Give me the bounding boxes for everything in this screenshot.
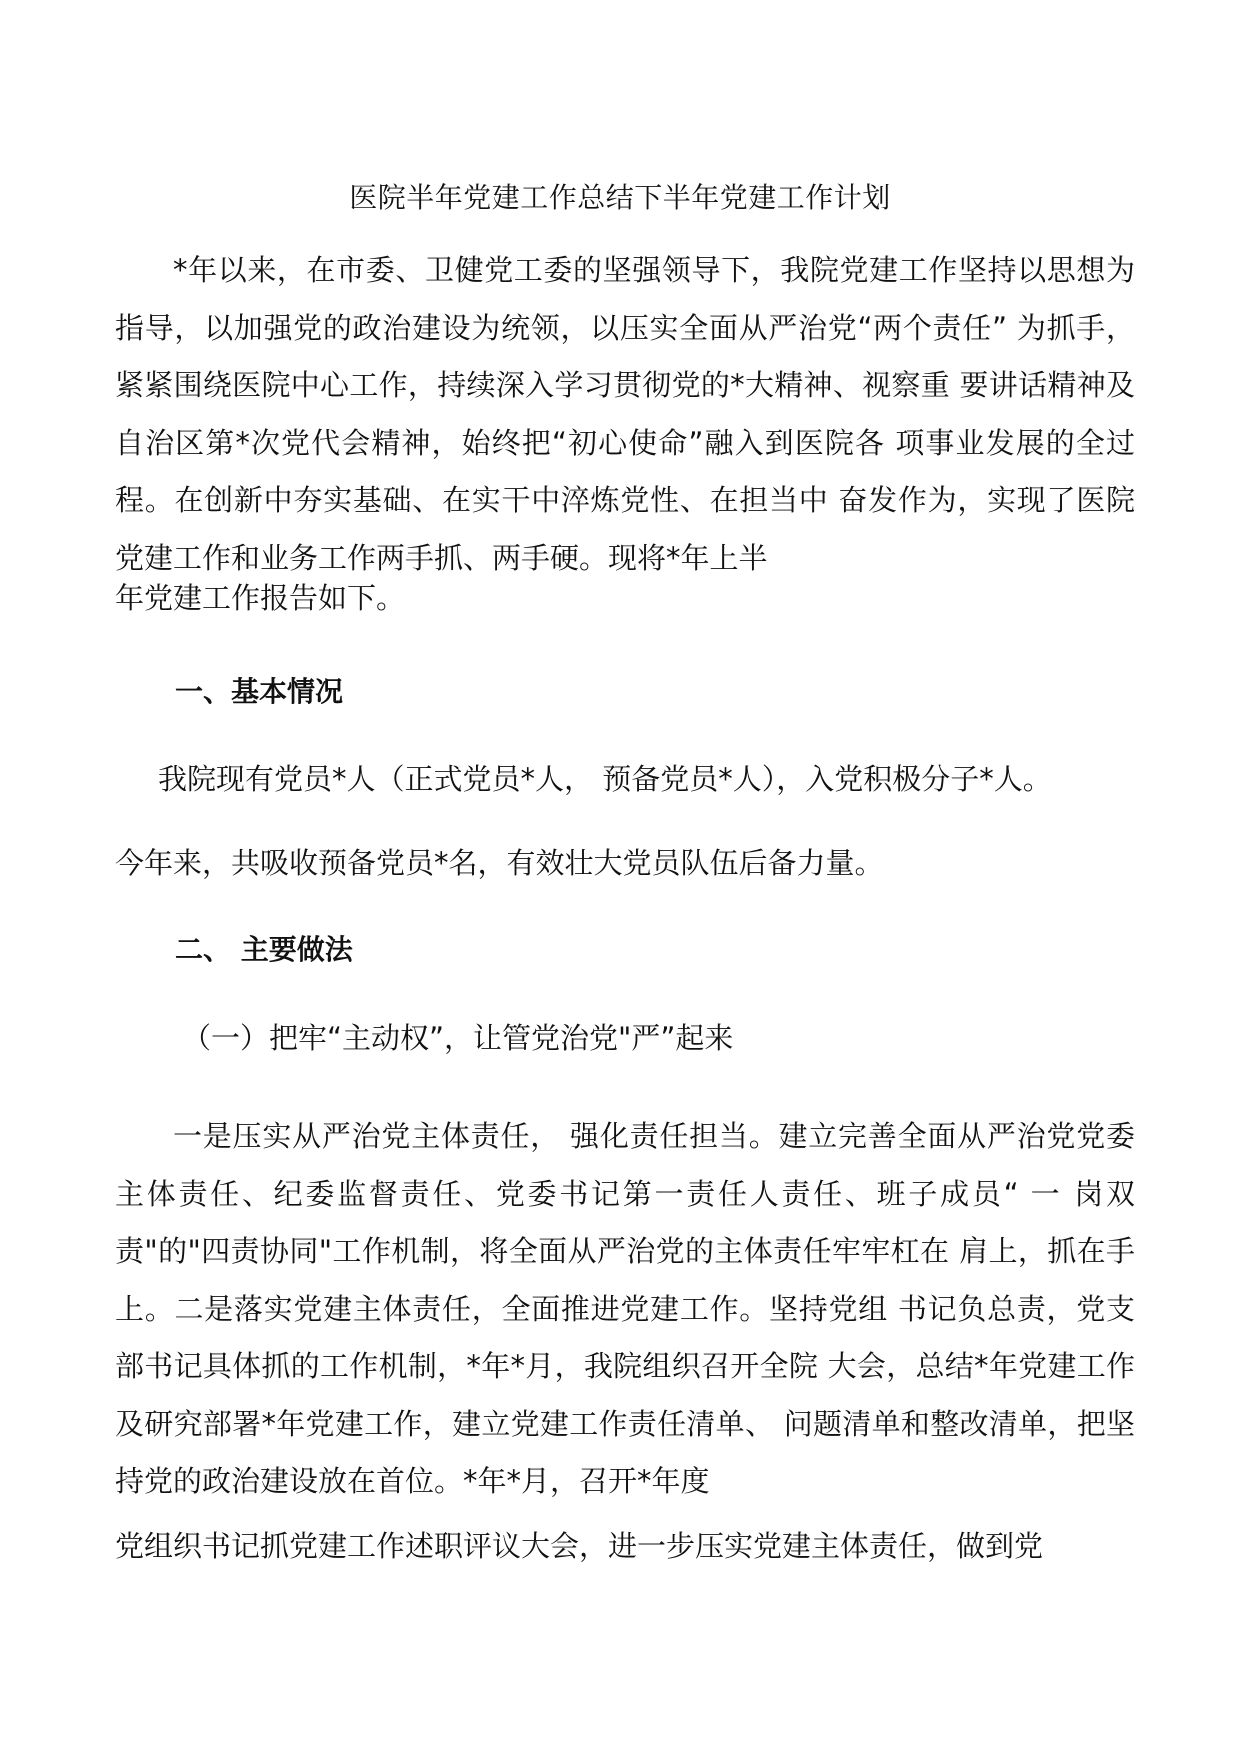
subsection-1-paragraph-tail: 党组织书记抓党建工作述职评议大会，进一步压实党建主体责任，做到党 — [115, 1529, 1044, 1563]
section-heading-main-practices: 二、 主要做法 — [175, 933, 353, 966]
intro-paragraph: *年以来，在市委、卫健党工委的坚强领导下，我院党建工作坚持以思想为指导，以加强党的政治建设为统领，以压实全面从严治党“两个责任” 为抓手，紧紧围绕医院中心工作，持续深入学习贯彻党的*大精神、视察重 要讲话精神及自治区第*次党代会精神，始终把“初心使命”融入到医院各 项事业发展的全过程。在创新中夯实基础、在实干中淬炼党性、在担当中 奋发作为，实现了医院党建工作和业务工作两手抓、两手硬。现将*年上半 — [115, 253, 1135, 575]
section-heading-basic-situation: 一、基本情况 — [175, 675, 344, 708]
document-title: 医院半年党建工作总结下半年党建工作计划 — [349, 181, 891, 214]
intro-paragraph-tail: 年党建工作报告如下。 — [115, 581, 406, 615]
basic-situation-line-2: 今年来，共吸收预备党员*名，有效壮大党员队伍后备力量。 — [115, 846, 884, 880]
basic-situation-line-1: 我院现有党员*人（正式党员*人， 预备党员*人），入党积极分子*人。 — [158, 762, 1052, 796]
subsection-heading-1: （一）把牢“主动权”，让管党治党"严”起来 — [182, 1021, 734, 1055]
subsection-1-paragraph: 一是压实从严治党主体责任， 强化责任担当。建立完善全面从严治党党委主体责任、纪委监督责任、党委书记第一责任人责任、班子成员“ 一 岗双责"的"四责协同"工作机制，将全面从严治党的主体责任牢牢杠在 肩上，抓在手上。二是落实党建主体责任，全面推进党建工作。坚持党组 书记负总责，党支部书记具体抓的工作机制，*年*月，我院组织召开全院 大会，总结*年党建工作及研究部署*年党建工作，建立党建工作责任清单、 问题清单和整改清单，把坚持党的政治建设放在首位。*年*月，召开*年度 — [115, 1119, 1135, 1498]
